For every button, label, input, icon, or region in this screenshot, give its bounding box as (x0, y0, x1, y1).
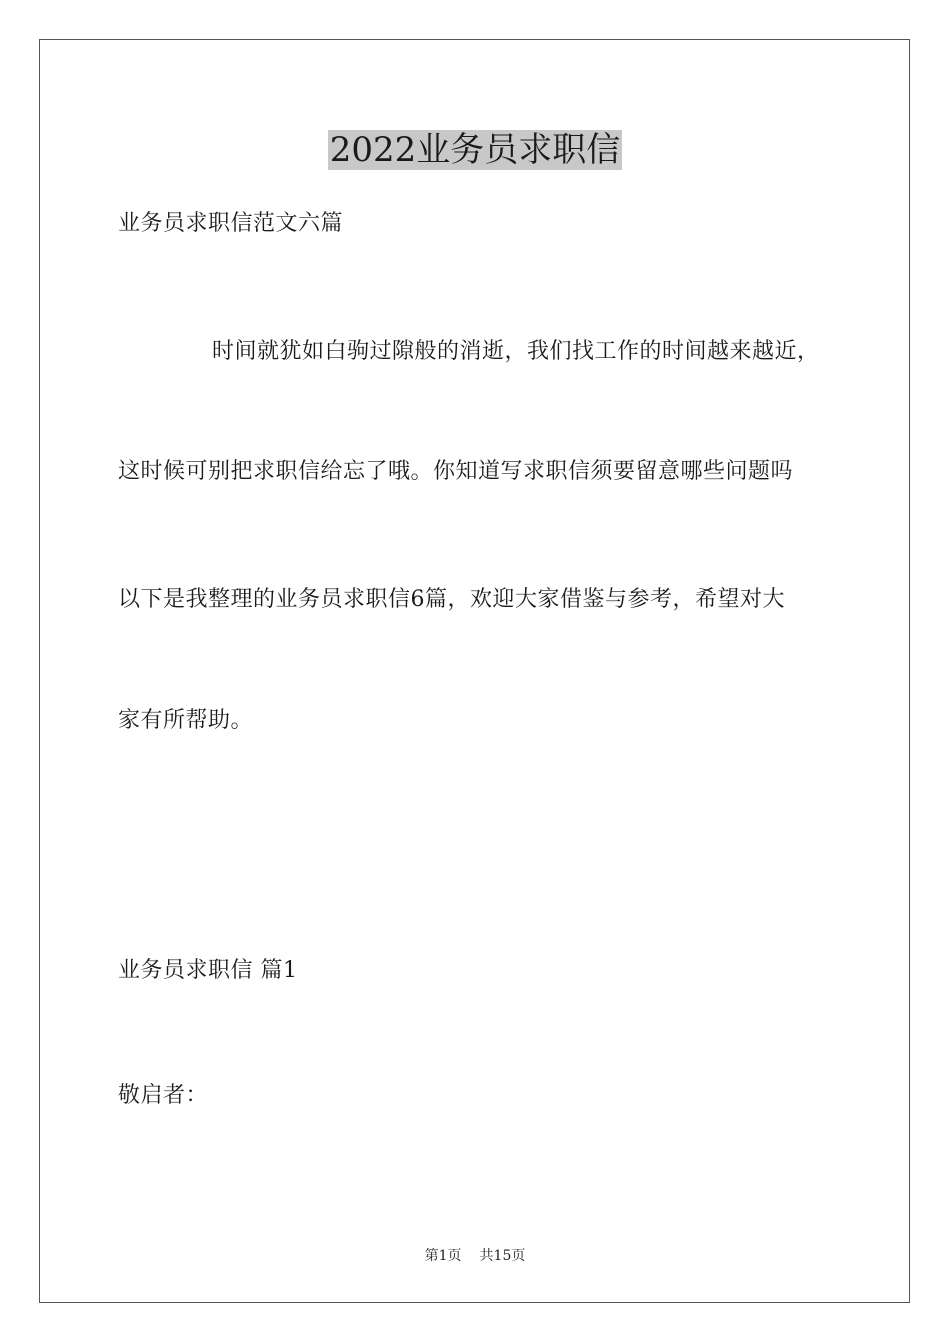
page-total: 共15页 (479, 1248, 526, 1264)
page-footer (0, 1246, 950, 1266)
page-number: 第1页 (424, 1248, 462, 1264)
document-title (0, 126, 950, 174)
section-heading: 业务员求职信 篇1 (118, 958, 298, 983)
paragraph-line-1: 时间就犹如白驹过隙般的消逝，我们找工作的时间越来越近， (212, 339, 820, 364)
salutation: 敬启者： (118, 1083, 209, 1108)
paragraph-line-3: 以下是我整理的业务员求职信6篇，欢迎大家借鉴与参考，希望对大 (118, 587, 785, 612)
document-subtitle: 业务员求职信范文六篇 (118, 211, 344, 236)
document-title-text: 2022业务员求职信 (329, 130, 621, 170)
paragraph-line-2: 这时候可别把求职信给忘了哦。你知道写求职信须要留意哪些问题吗 (118, 459, 794, 484)
paragraph-line-4: 家有所帮助。 (118, 708, 254, 733)
